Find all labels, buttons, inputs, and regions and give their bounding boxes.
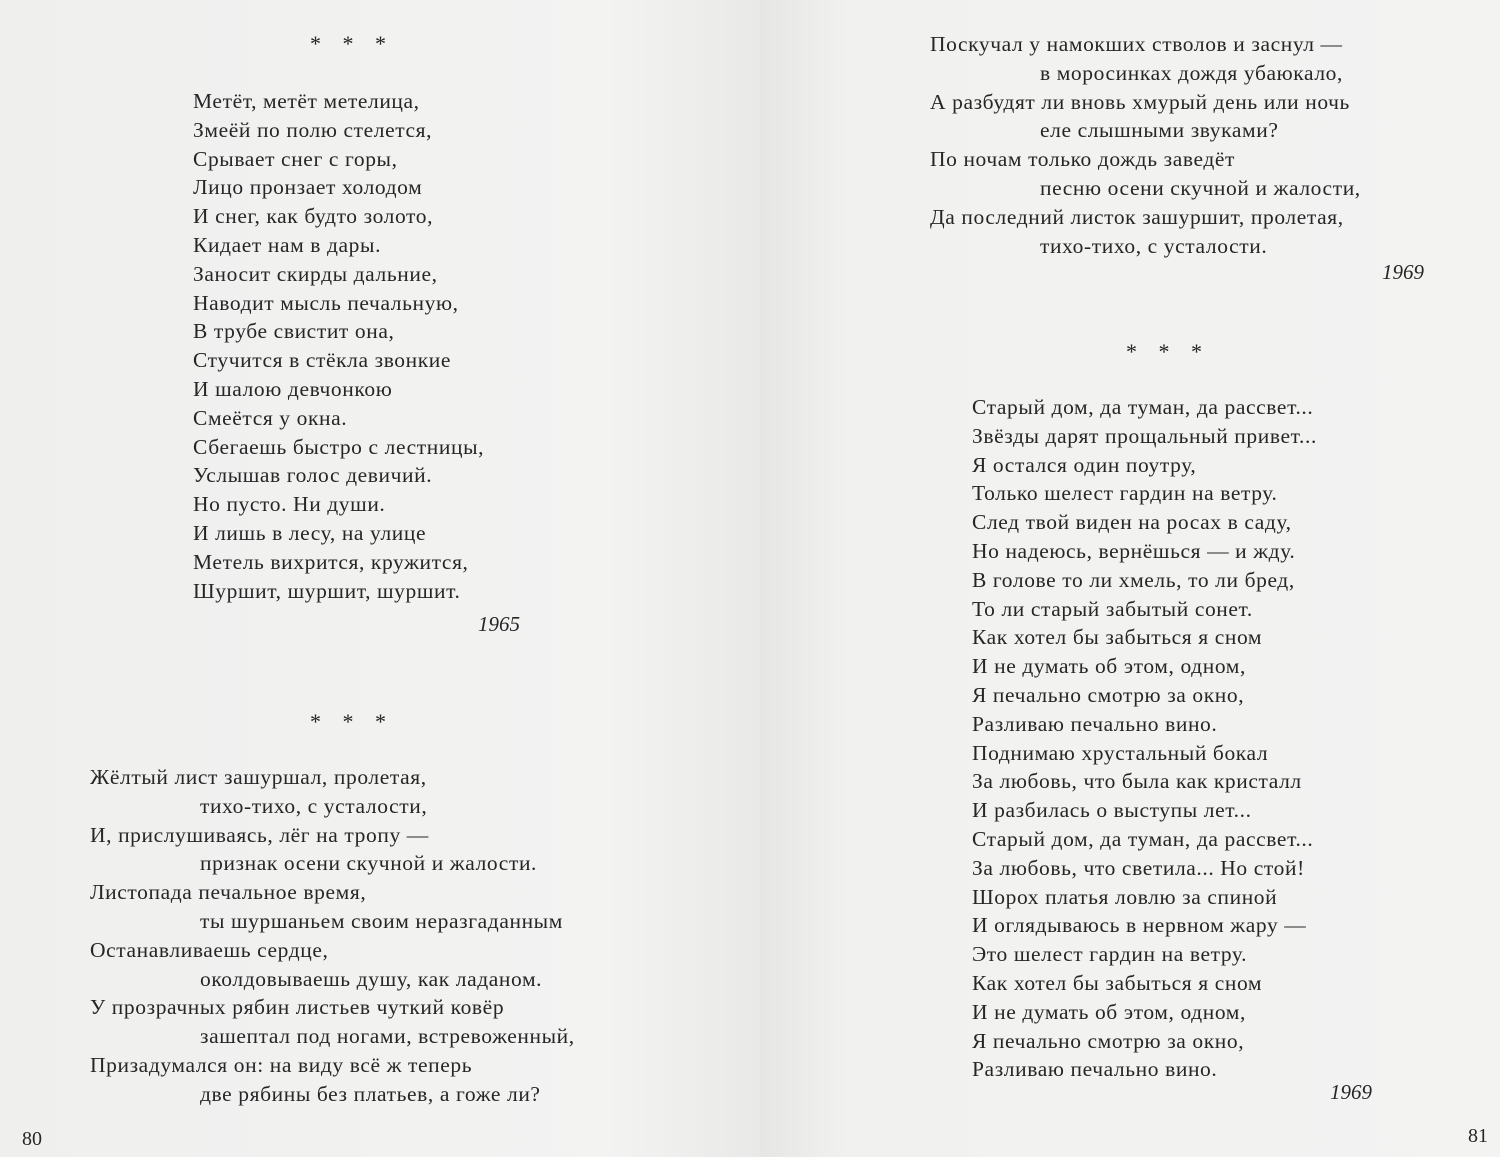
poem-line: И, прислушиваясь, лёг на тропу — <box>90 822 429 847</box>
poem-line: Разливаю печально вино. <box>972 711 1218 736</box>
poem-line: Змеёй по полю стелется, <box>193 117 433 142</box>
poem-line: Заносит скирды дальние, <box>193 261 438 286</box>
poem-line: Я остался один поутру, <box>972 452 1197 477</box>
poem-line: Сбегаешь быстро с лестницы, <box>193 434 485 459</box>
poem-line: Кидает нам в дары. <box>193 232 382 257</box>
poem-line: И разбилась о выступы лет... <box>972 798 1252 823</box>
poem-line: Как хотел бы забыться я сном <box>972 970 1263 995</box>
poem-year: 1969 <box>1330 1080 1372 1104</box>
poem-line: Это шелест гардин на ветру. <box>972 942 1248 967</box>
poem-separator: * * * <box>310 709 394 734</box>
poem-line: еле слышными звуками? <box>1040 118 1279 143</box>
poem-line: И шалою девчонкою <box>193 376 393 401</box>
poem-line: И снег, как будто золото, <box>193 204 434 229</box>
poem-line: И не думать об этом, одном, <box>972 654 1246 679</box>
poem-line: По ночам только дождь заведёт <box>930 147 1236 172</box>
poem-line: Стучится в стёкла звонкие <box>193 348 452 373</box>
poem-line: Как хотел бы забыться я сном <box>972 625 1263 650</box>
poem-line: В голове то ли хмель, то ли бред, <box>972 567 1295 592</box>
poem-line: ты шуршаньем своим неразгаданным <box>200 908 563 933</box>
poem-line: зашептал под ногами, встревоженный, <box>200 1024 575 1049</box>
poem-line: Призадумался он: на виду всё ж теперь <box>90 1052 473 1077</box>
poem-line: Шуршит, шуршит, шуршит. <box>193 578 461 603</box>
poem-line: Разливаю печально вино. <box>972 1057 1218 1082</box>
page-number: 80 <box>22 1128 42 1150</box>
poem-separator: * * * <box>310 31 394 56</box>
poem-line: тихо-тихо, с усталости. <box>1040 233 1268 258</box>
poem-line: Метёт, метёт метелица, <box>193 89 420 113</box>
poem-line: Я печально смотрю за окно, <box>972 1028 1245 1053</box>
poem-line: Старый дом, да туман, да рассвет... <box>972 395 1314 419</box>
poem-line: След твой виден на росах в саду, <box>972 510 1292 535</box>
poem-line: Только шелест гардин на ветру. <box>972 481 1278 506</box>
poem-line: У прозрачных рябин листьев чуткий ковёр <box>90 995 505 1020</box>
poem-separator: * * * <box>1126 339 1210 364</box>
poem-line: Жёлтый лист зашуршал, пролетая, <box>90 765 427 789</box>
poem-line: песню осени скучной и жалости, <box>1040 175 1361 200</box>
poem-line: За любовь, что была как кристалл <box>972 769 1302 794</box>
poem-line: Листопада печальное время, <box>90 880 367 905</box>
poem-line: Да последний листок зашуршит, пролетая, <box>930 204 1344 229</box>
poem-line: Шорох платья ловлю за спиной <box>972 884 1278 909</box>
poem-line: две рябины без платьев, а гоже ли? <box>200 1081 541 1106</box>
poem-line: Срывает снег с горы, <box>193 146 398 171</box>
poem-line: Останавливаешь сердце, <box>90 937 329 962</box>
poem-zheltyi-list <box>90 763 575 1109</box>
poem-line: Старый дом, да туман, да рассвет... <box>972 826 1314 851</box>
poem-year: 1965 <box>478 612 520 636</box>
poem-line: И не думать об этом, одном, <box>972 999 1246 1024</box>
poem-line: В трубе свистит она, <box>193 319 395 344</box>
poem-line: Услышав голос девичий. <box>193 463 433 488</box>
poem-line: в моросинках дождя убаюкало, <box>1040 60 1343 85</box>
poem-metelitsa <box>193 87 484 605</box>
poem-staryi-dom <box>972 393 1317 1084</box>
poem-line: Звёзды дарят прощальный привет... <box>972 423 1317 448</box>
poem-line: признак осени скучной и жалости. <box>200 851 538 876</box>
poem-line: Но надеюсь, вернёшься — и жду. <box>972 538 1296 563</box>
poem-zheltyi-list-continued <box>930 30 1361 260</box>
poem-line: То ли старый забытый сонет. <box>972 596 1253 621</box>
poem-line: тихо-тихо, с усталости, <box>200 793 428 818</box>
poem-line: За любовь, что светила... Но стой! <box>972 855 1305 880</box>
right-page <box>760 0 1500 1157</box>
poem-line: Но пусто. Ни души. <box>193 492 386 517</box>
poem-line: околдовываешь душу, как ладаном. <box>200 966 543 991</box>
poem-year: 1969 <box>1382 260 1424 284</box>
poem-line: Смеётся у окна. <box>193 405 348 430</box>
page-number: 81 <box>1468 1125 1488 1147</box>
poem-line: Лицо пронзает холодом <box>193 175 423 200</box>
poem-line: А разбудят ли вновь хмурый день или ночь <box>930 89 1350 114</box>
poem-line: Наводит мысль печальную, <box>193 290 459 315</box>
poem-line: Поскучал у намокших стволов и заснул — <box>930 32 1343 56</box>
poem-line: И оглядываюсь в нервном жару — <box>972 913 1307 938</box>
poem-line: И лишь в лесу, на улице <box>193 520 427 545</box>
poem-line: Я печально смотрю за окно, <box>972 682 1245 707</box>
poem-line: Метель вихрится, кружится, <box>193 549 469 574</box>
poem-line: Поднимаю хрустальный бокал <box>972 740 1269 765</box>
